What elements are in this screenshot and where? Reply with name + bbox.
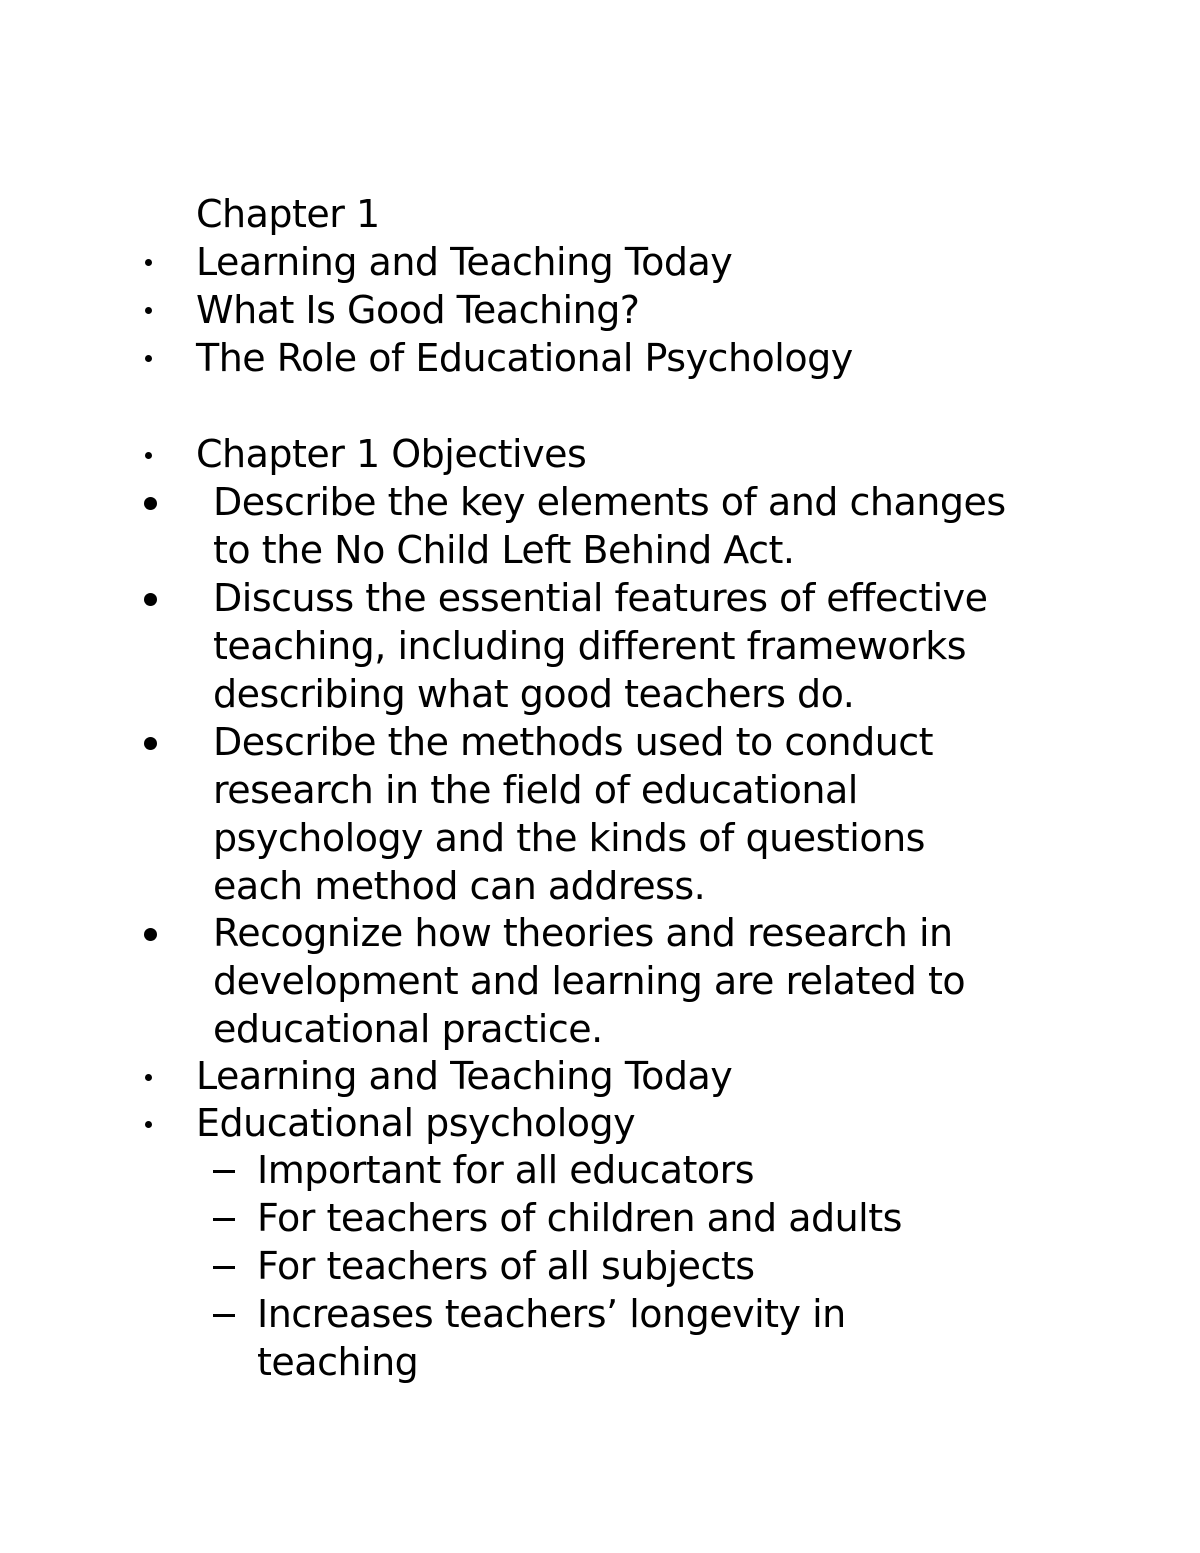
bullet-icon — [145, 307, 152, 314]
dash-icon — [213, 1218, 235, 1221]
sub-list-item: For teachers of children and adults — [257, 1196, 902, 1240]
sub-list-item: Increases teachers’ longevity in — [257, 1292, 846, 1336]
dash-icon — [213, 1170, 235, 1173]
objectives-title: Chapter 1 Objectives — [196, 432, 587, 476]
objective-line: Describe the methods used to conduct — [213, 720, 934, 764]
bullet-icon — [144, 497, 157, 510]
bullet-icon — [145, 1121, 152, 1128]
bullet-icon — [145, 355, 152, 362]
bullet-icon — [145, 1074, 152, 1081]
list-item: What Is Good Teaching? — [196, 288, 640, 332]
chapter-heading: Chapter 1 — [196, 192, 380, 236]
bullet-icon — [144, 593, 157, 606]
dash-icon — [213, 1266, 235, 1269]
sub-list-item: Important for all educators — [257, 1148, 755, 1192]
list-item: Learning and Teaching Today — [196, 240, 733, 284]
bullet-icon — [145, 259, 152, 266]
bullet-icon — [145, 452, 152, 459]
objective-line: teaching, including different frameworks — [213, 624, 967, 668]
bullet-icon — [144, 737, 157, 750]
objective-line: describing what good teachers do. — [213, 672, 855, 716]
sub-list-item: teaching — [257, 1340, 419, 1384]
bullet-icon — [144, 928, 157, 941]
objective-line: to the No Child Left Behind Act. — [213, 528, 795, 572]
list-item: Educational psychology — [196, 1101, 636, 1145]
sub-list-item: For teachers of all subjects — [257, 1244, 755, 1288]
objective-line: educational practice. — [213, 1007, 603, 1051]
objective-line: Recognize how theories and research in — [213, 911, 953, 955]
objective-line: development and learning are related to — [213, 959, 966, 1003]
objective-line: research in the field of educational — [213, 768, 858, 812]
objective-line: Discuss the essential features of effective — [213, 576, 988, 620]
objective-line: psychology and the kinds of questions — [213, 816, 925, 860]
list-item: Learning and Teaching Today — [196, 1054, 733, 1098]
objective-line: each method can address. — [213, 864, 706, 908]
objective-line: Describe the key elements of and changes — [213, 480, 1006, 524]
dash-icon — [213, 1314, 235, 1317]
list-item: The Role of Educational Psychology — [196, 336, 853, 380]
